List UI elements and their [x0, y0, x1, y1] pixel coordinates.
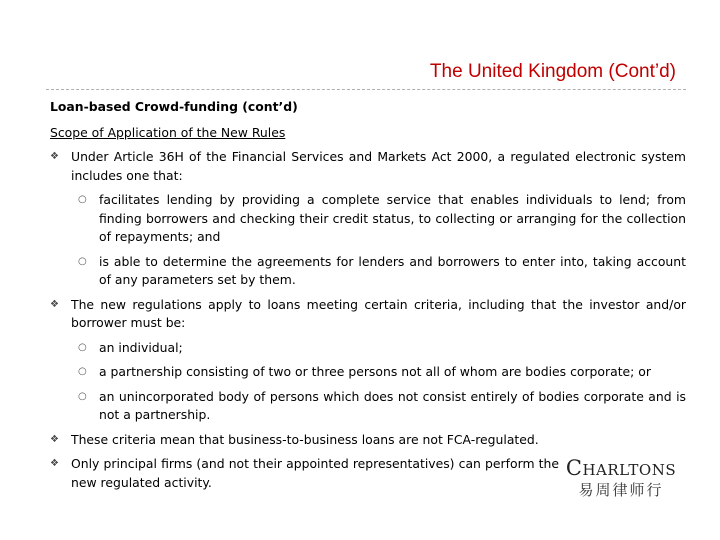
circle-icon: ○ — [78, 390, 87, 402]
circle-icon: ○ — [78, 255, 87, 267]
sub-bullet-item — [50, 363, 686, 382]
bullet-item — [50, 296, 686, 333]
sub-bullet-item — [50, 388, 686, 425]
sub-bullet-item — [50, 339, 686, 358]
section-heading: Loan-based Crowd-funding (cont’d) — [50, 99, 298, 114]
title-divider — [46, 89, 686, 90]
bullet-text: Under Article 36H of the Financial Services and Markets Act 2000, a regulated electronic system includes one that: — [71, 149, 686, 183]
sub-bullet-text: an unincorporated body of persons which does not consist entirely of bodies corporate and is not a partnership. — [99, 388, 686, 422]
bullet-text: These criteria mean that business-to-business loans are not FCA-regulated. — [71, 431, 539, 447]
logo-chinese-name: 易周律师行 — [578, 481, 664, 499]
bookmark-icon: ❖ — [50, 433, 59, 445]
circle-icon: ○ — [78, 341, 87, 353]
charltons-logo — [562, 456, 680, 500]
sub-bullet-text: an individual; — [99, 339, 183, 355]
bookmark-icon: ❖ — [50, 458, 59, 469]
circle-icon: ○ — [78, 194, 87, 205]
bookmark-icon: ❖ — [50, 298, 59, 310]
bullet-item — [50, 431, 686, 450]
sub-bullet-item — [50, 191, 686, 247]
bookmark-icon: ❖ — [50, 151, 59, 162]
circle-icon: ○ — [78, 366, 87, 377]
bullet-text: The new regulations apply to loans meeting certain criteria, including that the investor and/or borrower must be: — [71, 296, 686, 330]
section-subheading: Scope of Application of the New Rules — [50, 124, 286, 140]
sub-bullet-item — [50, 253, 686, 290]
slide-title: The United Kingdom (Cont’d) — [429, 61, 676, 82]
sub-bullet-text: facilitates lending by providing a complete service that enables individuals to lend; from finding borrowers and checking their credit status, to collecting or arranging for the collection of repayments; and — [99, 192, 686, 244]
sub-bullet-text: is able to determine the agreements for lenders and borrowers to enter into, taking account of any parameters set by them. — [99, 253, 686, 287]
sub-bullet-text: a partnership consisting of two or three persons not all of whom are bodies corporate; or — [99, 364, 651, 379]
bullet-text: Only principal firms (and not their appointed representatives) can perform the new regulated activity. — [71, 456, 559, 490]
bullet-item — [50, 148, 686, 185]
logo-name: Charltons — [565, 456, 677, 480]
bullet-item — [50, 455, 559, 492]
slide-content — [50, 98, 686, 498]
